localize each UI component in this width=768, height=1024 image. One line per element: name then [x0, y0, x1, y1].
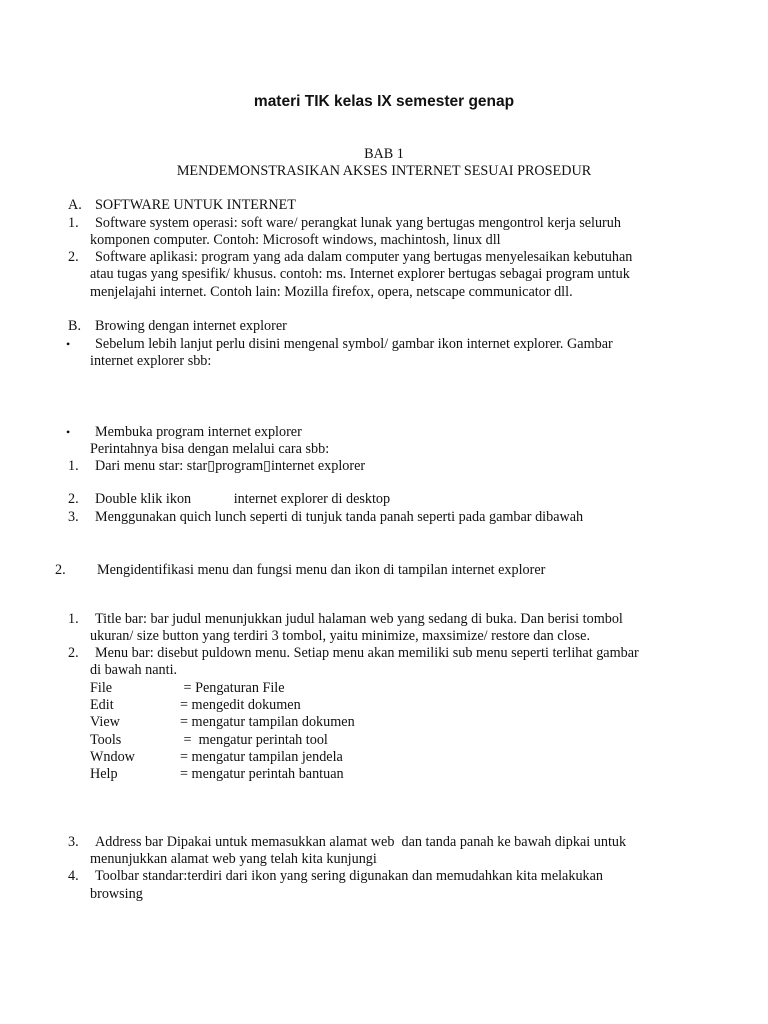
section-b-marker: B.: [68, 318, 82, 334]
list-item-text: browsing: [90, 886, 143, 902]
list-item-text: Perintahnya bisa dengan melalui cara sbb:: [90, 441, 330, 457]
list-marker: 3.: [68, 509, 79, 525]
menu-name: Tools: [90, 732, 122, 748]
list-marker: 1.: [68, 458, 79, 474]
list-item-text: Software system operasi: soft ware/ perangkat lunak yang bertugas mengontrol kerja seluruh: [95, 215, 621, 231]
list-item-text: Sebelum lebih lanjut perlu disini mengenal symbol/ gambar ikon internet explorer. Gambar: [95, 336, 613, 352]
menu-description: = mengatur perintah tool: [180, 732, 328, 748]
section-b-heading: Browing dengan internet explorer: [95, 318, 287, 334]
list-marker: 3.: [68, 834, 79, 850]
list-item-text: menunjukkan alamat web yang telah kita kunjungi: [90, 851, 377, 867]
chapter-subtitle: MENDEMONSTRASIKAN AKSES INTERNET SESUAI PROSEDUR: [176, 163, 592, 179]
list-item-text: Dari menu star: star▯program▯internet explorer: [95, 458, 366, 474]
list-marker: 4.: [68, 868, 79, 884]
menu-description: = mengatur perintah bantuan: [180, 766, 344, 782]
menu-name: Edit: [90, 697, 114, 713]
list-marker: 2.: [68, 249, 79, 265]
list-item-text: Software aplikasi: program yang ada dalam computer yang bertugas menyelesaikan kebutuhan: [95, 249, 633, 265]
list-item-text: ukuran/ size button yang terdiri 3 tombol, yaitu minimize, maxsimize/ restore dan close.: [90, 628, 590, 644]
document-title: materi TIK kelas IX semester genap: [253, 93, 515, 110]
list-marker: 1.: [68, 215, 79, 231]
list-item-text: Menggunakan quich lunch seperti di tunjuk tanda panah seperti pada gambar dibawah: [95, 509, 584, 525]
menu-name: Help: [90, 766, 118, 782]
list-item-text: Address bar Dipakai untuk memasukkan alamat web dan tanda panah ke bawah dipkai untuk: [95, 834, 627, 850]
menu-name: Wndow: [90, 749, 135, 765]
bullet-marker: •: [66, 337, 71, 351]
list-item-text: menjelajahi internet. Contoh lain: Mozilla firefox, opera, netscape communicator dll.: [90, 284, 573, 300]
list-item-text: Menu bar: disebut puldown menu. Setiap menu akan memiliki sub menu seperti terlihat gambar: [95, 645, 639, 661]
chapter-label: BAB 1: [364, 146, 404, 162]
menu-name: View: [90, 714, 120, 730]
menu-description: = mengatur tampilan jendela: [180, 749, 343, 765]
list-marker: 1.: [68, 611, 79, 627]
list-marker: 2.: [68, 645, 79, 661]
list-item-text: Double klik ikon internet explorer di desktop: [95, 491, 391, 507]
list-item-text: Membuka program internet explorer: [95, 424, 302, 440]
section-2-marker: 2.: [55, 562, 66, 578]
list-item-text: Toolbar standar:terdiri dari ikon yang sering digunakan dan memudahkan kita melakukan: [95, 868, 604, 884]
section-2-heading: Mengidentifikasi menu dan fungsi menu dan ikon di tampilan internet explorer: [97, 562, 546, 578]
section-a-marker: A.: [68, 197, 82, 213]
bullet-marker: •: [66, 425, 71, 439]
list-item-text: internet explorer sbb:: [90, 353, 212, 369]
menu-description: = mengedit dokumen: [180, 697, 301, 713]
list-item-text: atau tugas yang spesifik/ khusus. contoh: ms. Internet explorer bertugas sebagai program untuk: [90, 266, 630, 282]
list-item-text: Title bar: bar judul menunjukkan judul halaman web yang sedang di buka. Dan berisi tombol: [95, 611, 623, 627]
list-item-text: di bawah nanti.: [90, 662, 178, 678]
list-marker: 2.: [68, 491, 79, 507]
list-item-text: komponen computer. Contoh: Microsoft windows, machintosh, linux dll: [90, 232, 501, 248]
menu-name: File: [90, 680, 113, 696]
menu-description: = mengatur tampilan dokumen: [180, 714, 355, 730]
section-a-heading: SOFTWARE UNTUK INTERNET: [95, 197, 296, 213]
menu-description: = Pengaturan File: [180, 680, 285, 696]
